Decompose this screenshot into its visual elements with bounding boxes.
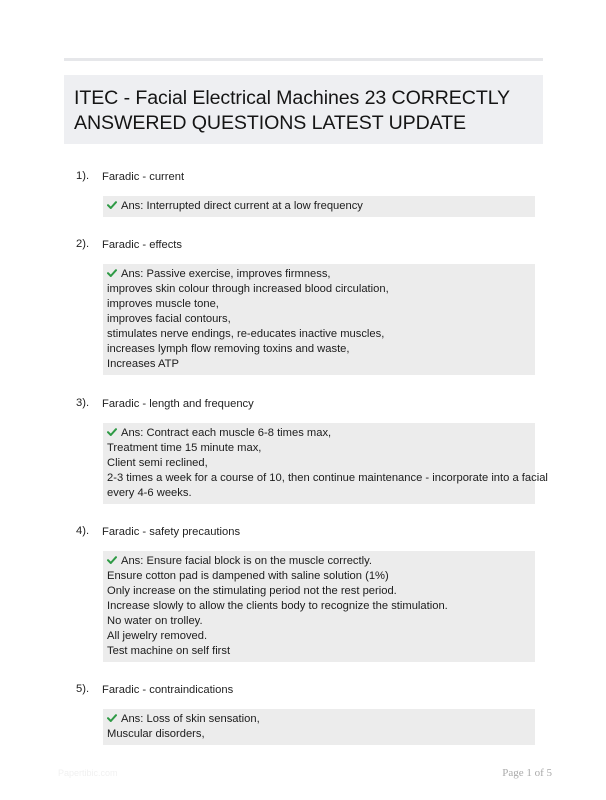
answer-line: [107, 426, 531, 441]
answer-line: Test machine on self first: [107, 645, 231, 657]
answer-text: Ans: Interrupted direct current at a low frequency: [121, 200, 363, 212]
page-number: Page 1 of 5: [502, 767, 552, 779]
answer-line: improves facial contours,: [107, 313, 231, 325]
answer-text: Ans: Contract each muscle 6-8 times max,: [121, 427, 332, 439]
answer-line: 2-3 times a week for a course of 10, then continue maintenance - incorporate into a facial: [107, 472, 548, 484]
answer-line: Increase slowly to allow the clients body to recognize the stimulation.: [107, 600, 448, 612]
answer-box: [103, 551, 535, 662]
answer-line: Increases ATP: [107, 358, 179, 370]
question-number: 4).: [76, 525, 90, 537]
answer-line: Muscular disorders,: [107, 728, 205, 740]
answer-line: [107, 712, 531, 727]
answer-box: [103, 196, 535, 217]
document-title-line-1: ITEC - Facial Electrical Machines 23 CORRECTLY: [74, 87, 511, 109]
question-number: 1).: [76, 170, 90, 182]
footer-watermark: Papertibic.com: [58, 768, 118, 778]
answer-text: Ans: Ensure facial block is on the muscle correctly.: [121, 555, 372, 567]
question-text: Faradic - length and frequency: [102, 398, 254, 410]
answer-line: Only increase on the stimulating period not the rest period.: [107, 585, 397, 597]
document-title: [74, 86, 543, 136]
answer-line: [107, 267, 531, 282]
question-number: 3).: [76, 397, 90, 409]
check-icon: [107, 269, 117, 277]
answer-line: [107, 199, 531, 214]
document-title-line-2: ANSWERED QUESTIONS LATEST UPDATE: [74, 112, 467, 134]
answer-line: No water on trolley.: [107, 615, 203, 627]
answer-line: every 4-6 weeks.: [107, 487, 192, 499]
answer-line: All jewelry removed.: [107, 630, 208, 642]
answer-box: [103, 423, 548, 504]
title-banner: [64, 75, 543, 144]
question-number: 2).: [76, 238, 90, 250]
answer-text: Ans: Loss of skin sensation,: [121, 713, 260, 725]
check-icon: [107, 428, 117, 436]
answer-line: improves skin colour through increased blood circulation,: [107, 283, 389, 295]
answer-line: Client semi reclined,: [107, 457, 208, 469]
answer-line: increases lymph flow removing toxins and waste,: [107, 343, 350, 355]
question-text: Faradic - contraindications: [102, 684, 234, 696]
answer-line: stimulates nerve endings, re-educates inactive muscles,: [107, 328, 385, 340]
check-icon: [107, 201, 117, 209]
top-divider: [64, 58, 543, 61]
check-icon: [107, 714, 117, 722]
answer-text: Ans: Passive exercise, improves firmness,: [121, 268, 331, 280]
answer-line: Ensure cotton pad is dampened with saline solution (1%): [107, 570, 389, 582]
answer-line: Treatment time 15 minute max,: [107, 442, 262, 454]
answer-line: [107, 554, 531, 569]
check-icon: [107, 556, 117, 564]
answer-line: improves muscle tone,: [107, 298, 219, 310]
question-number: 5).: [76, 683, 90, 695]
answer-box: [103, 264, 535, 375]
question-text: Faradic - safety precautions: [102, 526, 241, 538]
question-text: Faradic - current: [102, 171, 185, 183]
answer-box: [103, 709, 535, 745]
question-text: Faradic - effects: [102, 239, 183, 251]
